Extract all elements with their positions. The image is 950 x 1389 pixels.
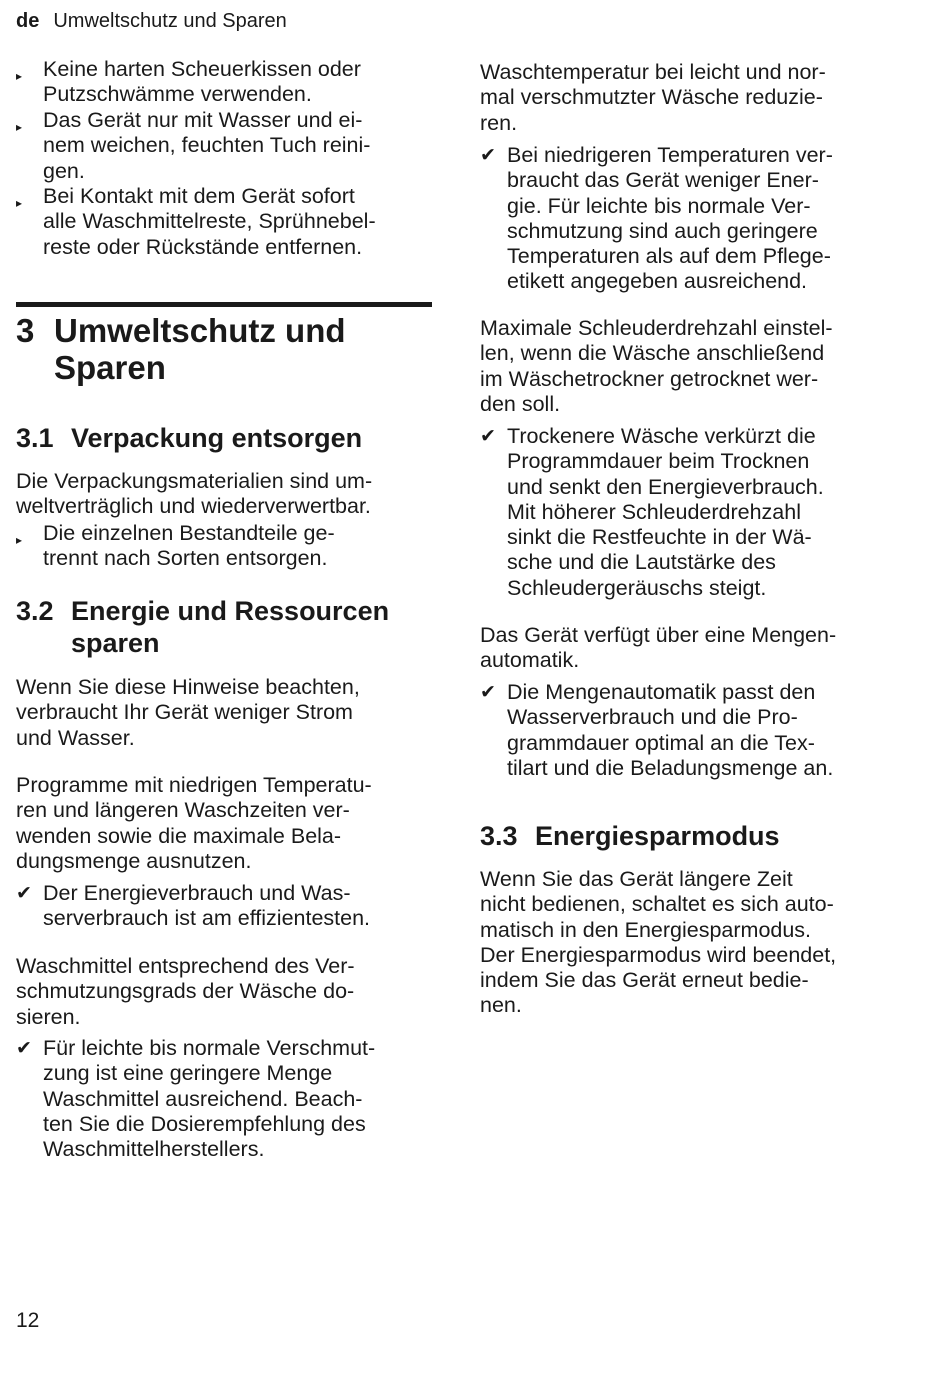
text-line: Putzschwämme verwenden. bbox=[43, 82, 312, 107]
text-line: alle Waschmittelreste, Sprühnebel- bbox=[43, 209, 376, 234]
chapter-number: 3 bbox=[16, 312, 35, 349]
text-line: Die Mengenautomatik passt den bbox=[507, 680, 816, 704]
section-number: 3.3 bbox=[480, 821, 518, 851]
text-line: und Wasser. bbox=[16, 725, 135, 750]
triangle-bullet-icon: ▸ bbox=[16, 120, 23, 134]
section-number: 3.1 bbox=[16, 423, 54, 453]
checkmark-icon: ✔ bbox=[480, 682, 496, 703]
running-header bbox=[16, 8, 287, 34]
paragraph bbox=[480, 867, 836, 1019]
check-item bbox=[480, 680, 833, 781]
text-line: nem weichen, feuchten Tuch reini- bbox=[43, 133, 371, 158]
text-line: trennt nach Sorten entsorgen. bbox=[43, 546, 328, 571]
text-line: Trockenere Wäsche verkürzt die bbox=[507, 424, 816, 448]
header-title: Umweltschutz und Sparen bbox=[53, 10, 287, 32]
text-line: und senkt den Energieverbrauch. bbox=[507, 474, 824, 499]
check-item bbox=[480, 143, 833, 295]
text-line: automatik. bbox=[480, 648, 580, 673]
paragraph bbox=[16, 954, 355, 1030]
text-line: ten Sie die Dosierempfehlung des bbox=[43, 1111, 366, 1136]
chapter-title bbox=[54, 312, 346, 386]
section-heading-3-2 bbox=[16, 595, 389, 659]
check-item bbox=[16, 881, 370, 932]
text-line: Der Energiesparmodus wird beendet, bbox=[480, 942, 837, 967]
text-line: zung ist eine geringere Menge bbox=[43, 1061, 333, 1086]
text-line: Bei Kontakt mit dem Gerät sofort bbox=[43, 184, 355, 208]
chapter-rule bbox=[16, 302, 432, 307]
text-line: Wenn Sie diese Hinweise beachten, bbox=[16, 675, 360, 699]
text-line: sparen bbox=[71, 628, 160, 658]
text-line: weltverträglich und wiederverwertbar. bbox=[16, 494, 371, 519]
paragraph bbox=[480, 316, 833, 417]
text-line: Das Gerät nur mit Wasser und ei- bbox=[43, 108, 363, 132]
text-line: etikett angegeben ausreichend. bbox=[507, 269, 808, 294]
bullet-item bbox=[16, 108, 370, 184]
text-line: wenden sowie die maximale Bela- bbox=[16, 823, 342, 848]
paragraph bbox=[480, 623, 836, 674]
text-line: Wasserverbrauch und die Pro- bbox=[507, 705, 798, 730]
chapter-heading bbox=[16, 312, 346, 386]
text-line: Bei niedrigeren Temperaturen ver- bbox=[507, 143, 833, 167]
text-line: schmutzung sind auch geringere bbox=[507, 218, 818, 243]
page-number: 12 bbox=[16, 1309, 40, 1332]
section-number: 3.2 bbox=[16, 596, 54, 626]
text-line: Programmdauer beim Trocknen bbox=[507, 449, 810, 474]
text-line: Waschmittel ausreichend. Beach- bbox=[43, 1086, 363, 1111]
text-line: Waschmittel entsprechend des Ver- bbox=[16, 954, 355, 978]
paragraph bbox=[16, 675, 360, 751]
text-line: reste oder Rückstände entfernen. bbox=[43, 234, 363, 259]
text-line: gen. bbox=[43, 158, 85, 183]
triangle-bullet-icon: ▸ bbox=[16, 196, 23, 210]
text-line: Für leichte bis normale Verschmut- bbox=[43, 1036, 376, 1060]
text-line: len, wenn die Wäsche anschließend bbox=[480, 341, 825, 366]
text-line: Maximale Schleuderdrehzahl einstel- bbox=[480, 316, 833, 340]
section-title bbox=[535, 820, 780, 852]
text-line: serverbrauch ist am effizientesten. bbox=[43, 906, 371, 931]
text-line: Verpackung entsorgen bbox=[71, 423, 363, 453]
paragraph bbox=[16, 773, 372, 874]
text-line: nen. bbox=[480, 993, 522, 1018]
text-line: braucht das Gerät weniger Ener- bbox=[507, 168, 819, 193]
text-line: Keine harten Scheuerkissen oder bbox=[43, 57, 361, 81]
text-line: indem Sie das Gerät erneut bedie- bbox=[480, 968, 809, 993]
section-heading-3-1 bbox=[16, 422, 362, 454]
text-line: Umweltschutz und bbox=[54, 312, 346, 349]
text-line: Die einzelnen Bestandteile ge- bbox=[43, 521, 335, 545]
text-line: Programme mit niedrigen Temperatu- bbox=[16, 773, 372, 797]
paragraph bbox=[480, 60, 826, 136]
text-line: im Wäschetrockner getrocknet wer- bbox=[480, 366, 819, 391]
text-line: tilart und die Beladungsmenge an. bbox=[507, 755, 834, 780]
text-line: Sparen bbox=[54, 349, 166, 386]
check-item bbox=[480, 424, 824, 601]
checkmark-icon: ✔ bbox=[480, 426, 496, 447]
text-line: Die Verpackungsmaterialien sind um- bbox=[16, 469, 373, 493]
text-line: Energiesparmodus bbox=[535, 821, 780, 851]
section-heading-3-3 bbox=[480, 820, 780, 852]
text-line: schmutzungsgrads der Wäsche do- bbox=[16, 979, 355, 1004]
triangle-bullet-icon: ▸ bbox=[16, 533, 23, 547]
text-line: dungsmenge ausnutzen. bbox=[16, 848, 252, 873]
text-line: matisch in den Energiesparmodus. bbox=[480, 917, 812, 942]
text-line: sche und die Lautstärke des bbox=[507, 550, 776, 575]
text-line: sinkt die Restfeuchte in der Wä- bbox=[507, 525, 812, 550]
text-line: grammdauer optimal an die Tex- bbox=[507, 730, 815, 755]
bullet-item bbox=[16, 57, 361, 108]
text-line: Der Energieverbrauch und Was- bbox=[43, 881, 351, 905]
text-line: den soll. bbox=[480, 391, 561, 416]
text-line: nicht bedienen, schaltet es sich auto- bbox=[480, 892, 834, 917]
section-title bbox=[71, 422, 362, 454]
text-line: Waschmittelherstellers. bbox=[43, 1137, 265, 1162]
bullet-item bbox=[16, 184, 376, 260]
language-code: de bbox=[16, 10, 40, 32]
text-line: Schleudergeräuschs steigt. bbox=[507, 575, 767, 600]
checkmark-icon: ✔ bbox=[16, 883, 32, 904]
text-line: Mit höherer Schleuderdrehzahl bbox=[507, 499, 801, 524]
checkmark-icon: ✔ bbox=[16, 1038, 32, 1059]
paragraph bbox=[16, 469, 372, 520]
text-line: Das Gerät verfügt über eine Mengen- bbox=[480, 623, 837, 647]
check-item bbox=[16, 1036, 375, 1162]
section-title bbox=[71, 595, 389, 659]
bullet-item bbox=[16, 521, 335, 572]
text-line: ren. bbox=[480, 110, 518, 135]
text-line: Wenn Sie das Gerät längere Zeit bbox=[480, 867, 793, 891]
text-line: Waschtemperatur bei leicht und nor- bbox=[480, 60, 826, 84]
triangle-bullet-icon: ▸ bbox=[16, 69, 23, 83]
text-line: gie. Für leichte bis normale Ver- bbox=[507, 193, 811, 218]
text-line: ren und längeren Waschzeiten ver- bbox=[16, 798, 350, 823]
text-line: mal verschmutzter Wäsche reduzie- bbox=[480, 85, 823, 110]
text-line: sieren. bbox=[16, 1004, 81, 1029]
checkmark-icon: ✔ bbox=[480, 145, 496, 166]
text-line: verbraucht Ihr Gerät weniger Strom bbox=[16, 700, 353, 725]
text-line: Energie und Ressourcen bbox=[71, 596, 390, 626]
text-line: Temperaturen als auf dem Pflege- bbox=[507, 244, 831, 269]
